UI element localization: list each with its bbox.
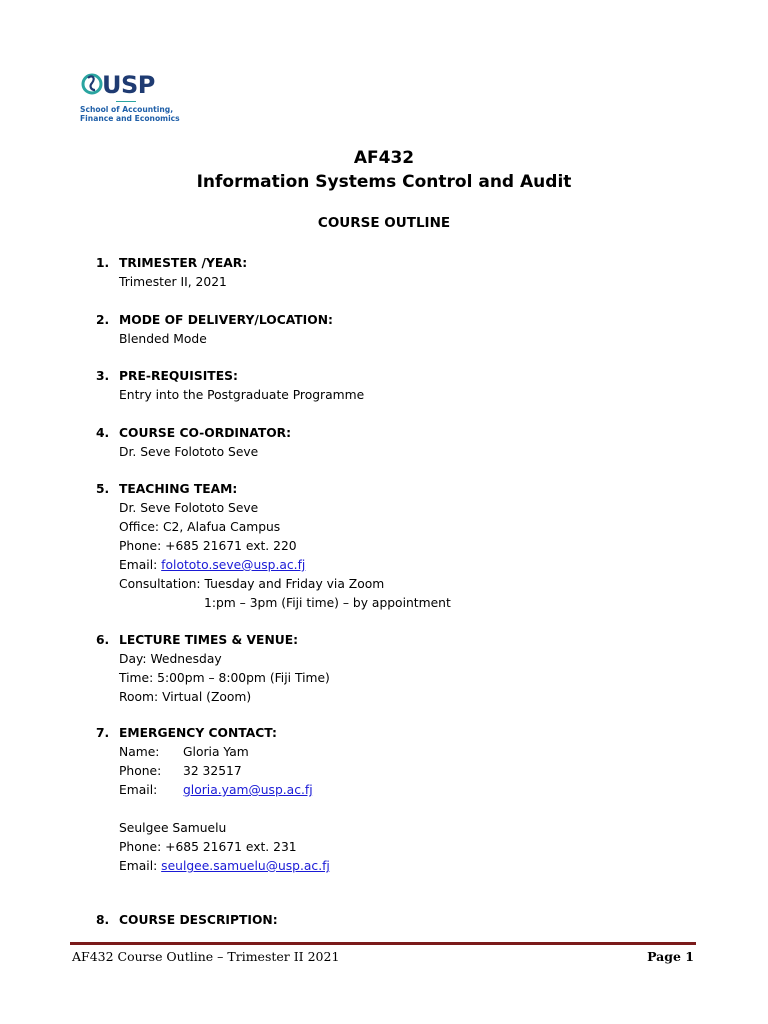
alt-contact-email [119,859,330,873]
section-heading: EMERGENCY CONTACT: [119,726,277,740]
logo-abbreviation: USP [102,71,155,99]
teacher-email-line [119,558,305,572]
section-heading: TEACHING TEAM: [119,482,238,496]
contact-phone-label: Phone: [119,764,162,778]
section-number: 4. [96,426,110,440]
contact-email-label: Email: [119,783,158,797]
usp-logo [80,72,190,128]
alt-contact-email-label: Email: [119,859,162,873]
section-heading: TRIMESTER /YEAR: [119,256,248,270]
section-text: Blended Mode [119,332,207,346]
section-text: Trimester II, 2021 [119,275,227,289]
section-heading: COURSE DESCRIPTION: [119,913,278,927]
section-text: Entry into the Postgraduate Programme [119,388,365,402]
section-heading: PRE-REQUISITES: [119,369,238,383]
teacher-consultation: Consultation: Tuesday and Friday via Zoom [119,577,385,591]
section-number: 7. [96,726,110,740]
teacher-email-link[interactable]: folototo.seve@usp.ac.fj [161,558,306,572]
lecture-room: Room: Virtual (Zoom) [119,690,252,704]
contact-name-value: Gloria Yam [183,745,249,759]
logo-divider [116,101,136,102]
teacher-consultation-time: 1:pm – 3pm (Fiji time) – by appointment [204,596,451,610]
teacher-phone: Phone: +685 21671 ext. 220 [119,539,297,553]
section-number: 1. [96,256,110,270]
teacher-email-label: Email: [119,558,162,572]
section-number: 5. [96,482,110,496]
footer-course-label: AF432 Course Outline – Trimester II 2021 [72,949,340,964]
contact-name-label: Name: [119,745,160,759]
section-number: 8. [96,913,110,927]
usp-emblem-icon [80,72,104,96]
logo-school-name: School of Accounting, Finance and Economics [80,105,180,123]
course-code: AF432 [353,148,415,168]
alt-contact-name: Seulgee Samuelu [119,821,227,835]
section-number: 6. [96,633,110,647]
alt-contact-email-link[interactable]: seulgee.samuelu@usp.ac.fj [161,859,330,873]
section-number: 3. [96,369,110,383]
lecture-day: Day: Wednesday [119,652,222,666]
section-heading: COURSE CO-ORDINATOR: [119,426,292,440]
alt-contact-phone: Phone: +685 21671 ext. 231 [119,840,297,854]
teacher-name: Dr. Seve Folototo Seve [119,501,259,515]
section-heading: LECTURE TIMES & VENUE: [119,633,299,647]
footer-page-number: Page 1 [647,949,694,964]
section-heading: MODE OF DELIVERY/LOCATION: [119,313,333,327]
contact-email [119,783,313,797]
course-title: Information Systems Control and Audit [196,172,572,192]
contact-email-link[interactable]: gloria.yam@usp.ac.fj [183,783,313,797]
contact-phone-value: 32 32517 [183,764,242,778]
section-text: Dr. Seve Folototo Seve [119,445,259,459]
contact-phone [119,764,242,778]
footer-divider [70,942,696,945]
section-number: 2. [96,313,110,327]
contact-name [119,745,249,759]
teacher-office: Office: C2, Alafua Campus [119,520,281,534]
outline-title: COURSE OUTLINE [317,215,451,231]
lecture-time: Time: 5:00pm – 8:00pm (Fiji Time) [119,671,330,685]
